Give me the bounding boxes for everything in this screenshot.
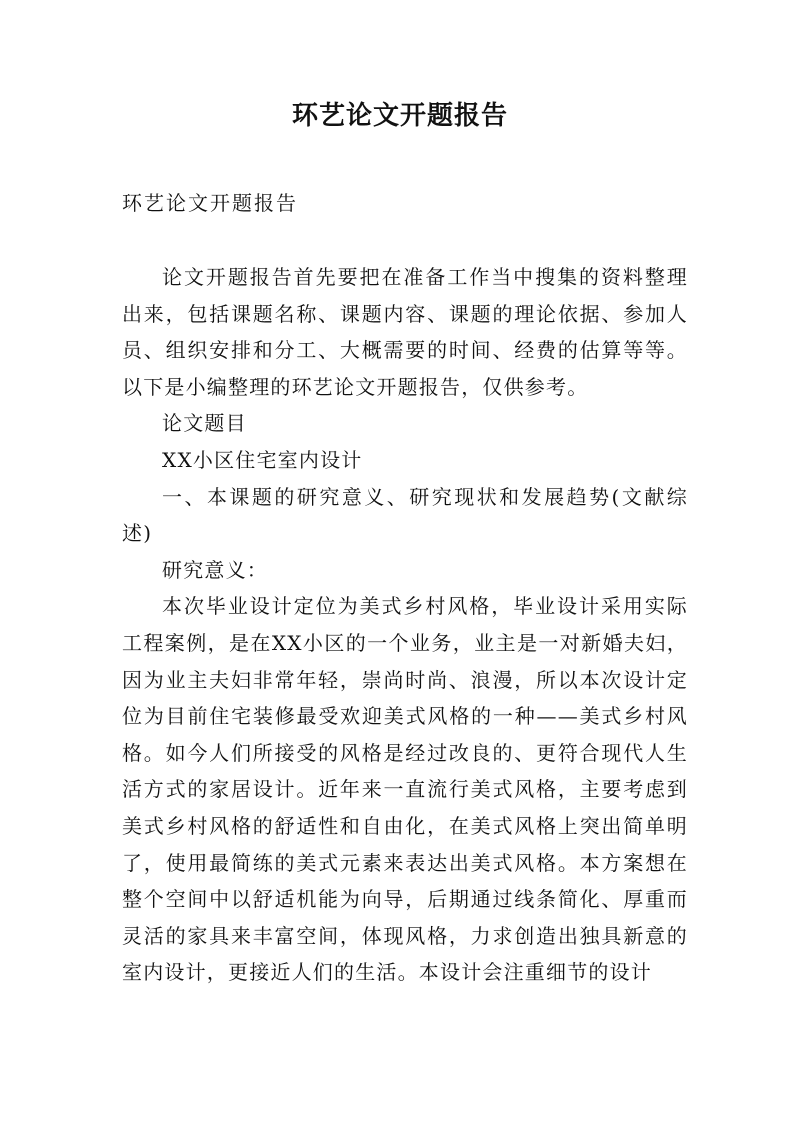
research-significance-label: 研究意义：	[162, 557, 268, 582]
intro-paragraph: 论文开题报告首先要把在准备工作当中搜集的资料整理出来，包括课题名称、课题内容、课题的理论依据、参加人员、组织安排和分工、大概需要的时间、经费的估算等等。以下是小编整理的环艺论文开题报告，仅供参考。	[122, 265, 688, 399]
document-body	[122, 259, 688, 991]
thesis-title: XX小区住宅室内设计	[162, 447, 363, 472]
thesis-title-label: 论文题目	[162, 411, 247, 436]
research-significance-paragraph: 本次毕业设计定位为美式乡村风格，毕业设计采用实际工程案例，是在XX小区的一个业务，业主是一对新婚夫妇，因为业主夫妇非常年轻，崇尚时尚、浪漫，所以本次设计定位为目前住宅装修最受欢迎美式风格的一种——美式乡村风格。如今人们所接受的风格是经过改良的、更符合现代人生活方式的家居设计。近年来一直流行美式风格，主要考虑到美式乡村风格的舒适性和自由化，在美式风格上突出简单明了，使用最简练的美式元素来表达出美式风格。本方案想在整个空间中以舒适机能为向导，后期通过线条简化、厚重而灵活的家具来丰富空间，体现风格，力求创造出独具新意的室内设计，更接近人们的生活。本设计会注重细节的设计	[122, 594, 688, 985]
document-subtitle: 环艺论文开题报告	[122, 191, 298, 215]
document-title: 环艺论文开题报告	[291, 101, 508, 131]
section-heading: 一、本课题的研究意义、研究现状和发展趋势(文献综述)	[122, 484, 688, 546]
